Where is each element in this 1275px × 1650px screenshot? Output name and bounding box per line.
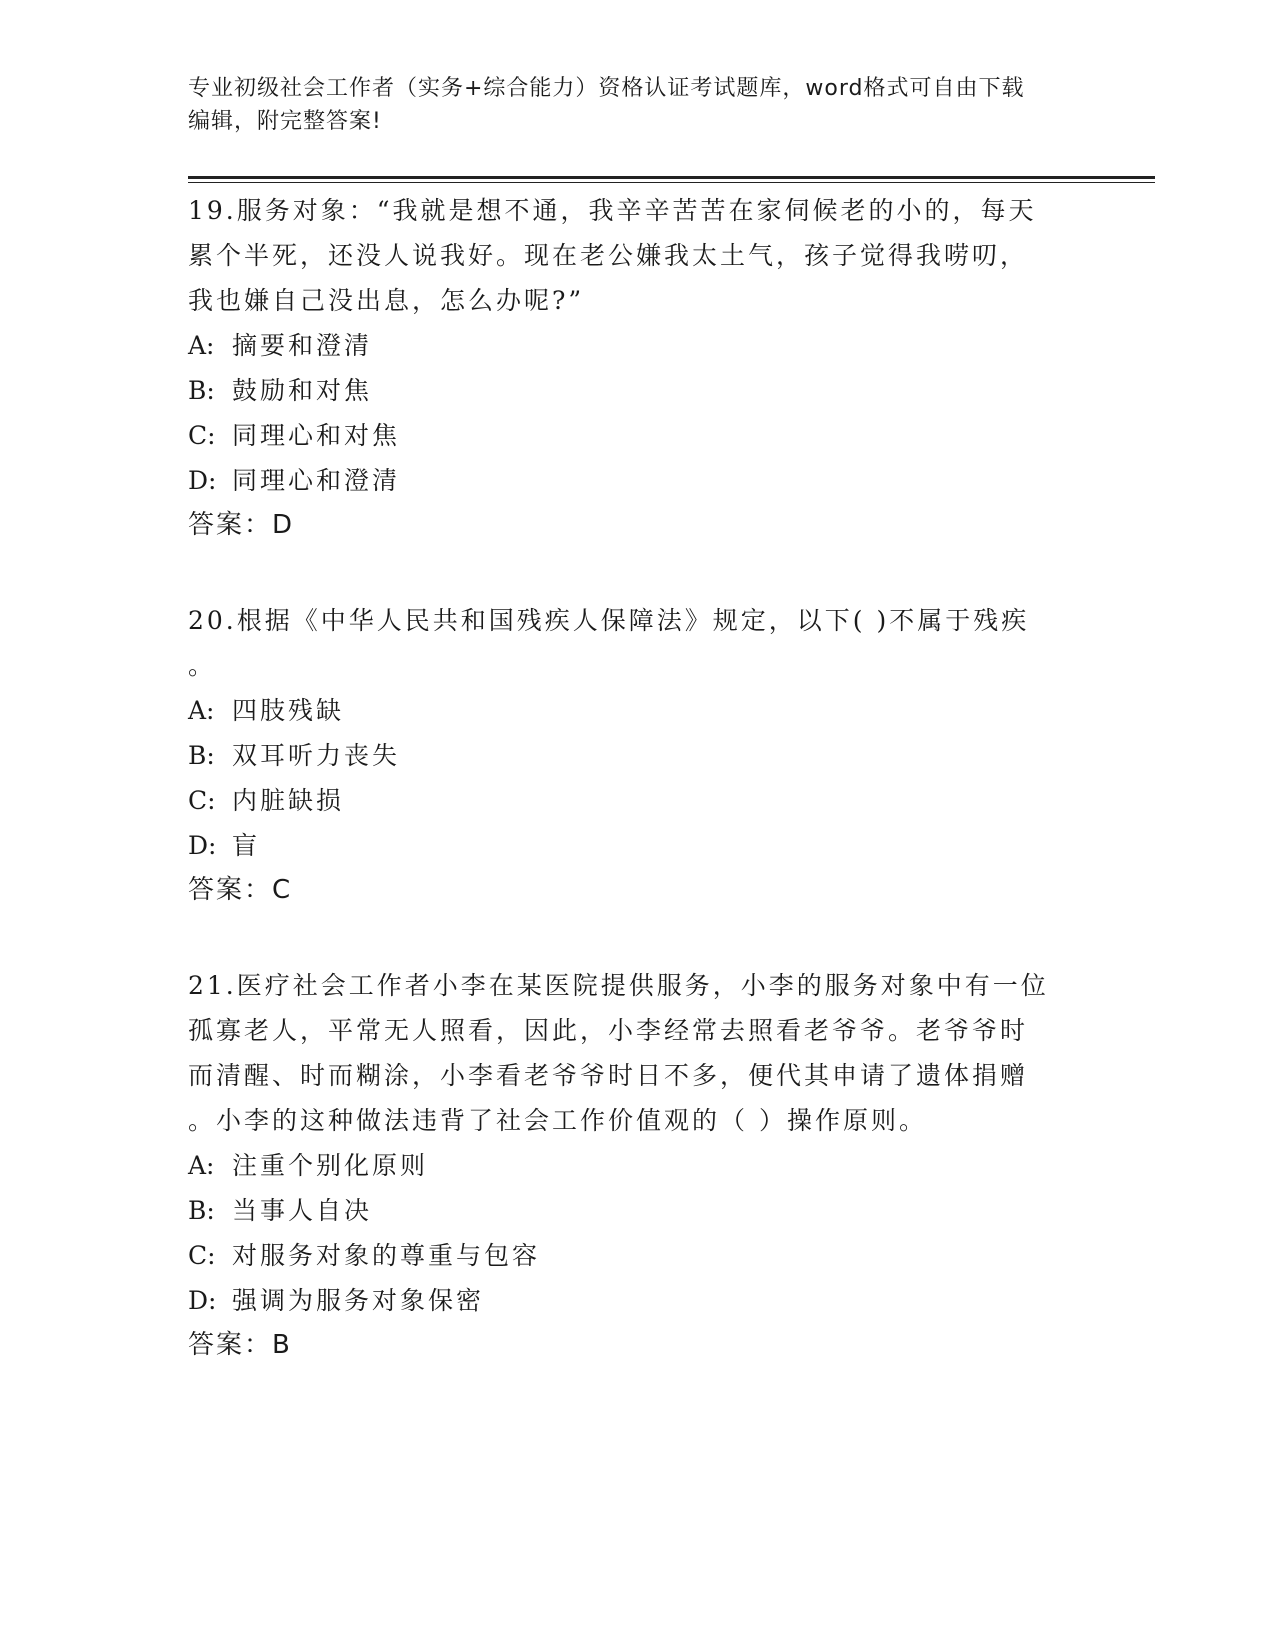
- header-line-1: 专业初级社会工作者（实务+综合能力）资格认证考试题库，word格式可自由下载: [188, 76, 1025, 101]
- option-letter: B:: [188, 376, 215, 405]
- option-text: 同理心和对焦: [232, 421, 401, 450]
- option-a: [188, 1143, 1088, 1188]
- option-a: [188, 323, 1088, 368]
- option-letter: C:: [188, 786, 216, 815]
- question-stem-line: 而清醒、时而糊涂，小李看老爷爷时日不多，便代其申请了遗体捐赠: [188, 1061, 1029, 1090]
- option-text: 内脏缺损: [232, 786, 345, 815]
- question-stem-line: 20.根据《中华人民共和国残疾人保障法》规定，以下( )不属于残疾: [188, 606, 1030, 635]
- option-text: 强调为服务对象保密: [232, 1286, 485, 1315]
- question-stem-line: 21.医疗社会工作者小李在某医院提供服务，小李的服务对象中有一位: [188, 971, 1049, 1000]
- option-text: 对服务对象的尊重与包容: [232, 1241, 541, 1270]
- question-21: [188, 963, 1088, 1368]
- option-letter: D:: [188, 466, 217, 495]
- option-text: 盲: [232, 831, 261, 860]
- option-d: [188, 1278, 1088, 1323]
- answer-line: 答案：D: [188, 510, 295, 540]
- option-text: 注重个别化原则: [232, 1151, 429, 1180]
- option-text: 四肢残缺: [232, 696, 345, 725]
- option-c: [188, 1233, 1088, 1278]
- option-letter: C:: [188, 1241, 216, 1270]
- option-text: 双耳听力丧失: [232, 741, 401, 770]
- option-b: [188, 368, 1088, 413]
- option-letter: B:: [188, 741, 215, 770]
- option-text: 当事人自决: [232, 1196, 373, 1225]
- option-letter: A:: [188, 1151, 215, 1180]
- option-text: 摘要和澄清: [232, 331, 373, 360]
- question-20: [188, 598, 1088, 913]
- header-rule-thick: [188, 176, 1155, 179]
- option-b: [188, 733, 1088, 778]
- header-rule-thin: [188, 182, 1155, 183]
- option-c: [188, 778, 1088, 823]
- option-c: [188, 413, 1088, 458]
- question-stem-line: 。小李的这种做法违背了社会工作价值观的（ ）操作原则。: [188, 1106, 927, 1135]
- header-line-2: 编辑，附完整答案!: [188, 109, 382, 134]
- option-text: 同理心和澄清: [232, 466, 401, 495]
- option-letter: D:: [188, 831, 217, 860]
- answer-line: 答案：C: [188, 875, 293, 905]
- option-letter: B:: [188, 1196, 215, 1225]
- option-letter: D:: [188, 1286, 217, 1315]
- question-stem-line: 我也嫌自己没出息，怎么办呢?”: [188, 286, 585, 315]
- question-stem-line: 。: [188, 651, 217, 680]
- question-stem-line: 19.服务对象：“我就是想不通，我辛辛苦苦在家伺候老的小的，每天: [188, 196, 1037, 225]
- question-stem-line: 累个半死，还没人说我好。现在老公嫌我太土气，孩子觉得我唠叨，: [188, 241, 1029, 270]
- question-19: [188, 188, 1088, 548]
- option-letter: C:: [188, 421, 216, 450]
- option-letter: A:: [188, 331, 215, 360]
- option-text: 鼓励和对焦: [232, 376, 373, 405]
- option-b: [188, 1188, 1088, 1233]
- option-a: [188, 688, 1088, 733]
- answer-line: 答案：B: [188, 1330, 292, 1360]
- option-d: [188, 458, 1088, 503]
- option-d: [188, 823, 1088, 868]
- question-stem-line: 孤寡老人，平常无人照看，因此，小李经常去照看老爷爷。老爷爷时: [188, 1016, 1029, 1045]
- page-header: [188, 72, 1088, 138]
- option-letter: A:: [188, 696, 215, 725]
